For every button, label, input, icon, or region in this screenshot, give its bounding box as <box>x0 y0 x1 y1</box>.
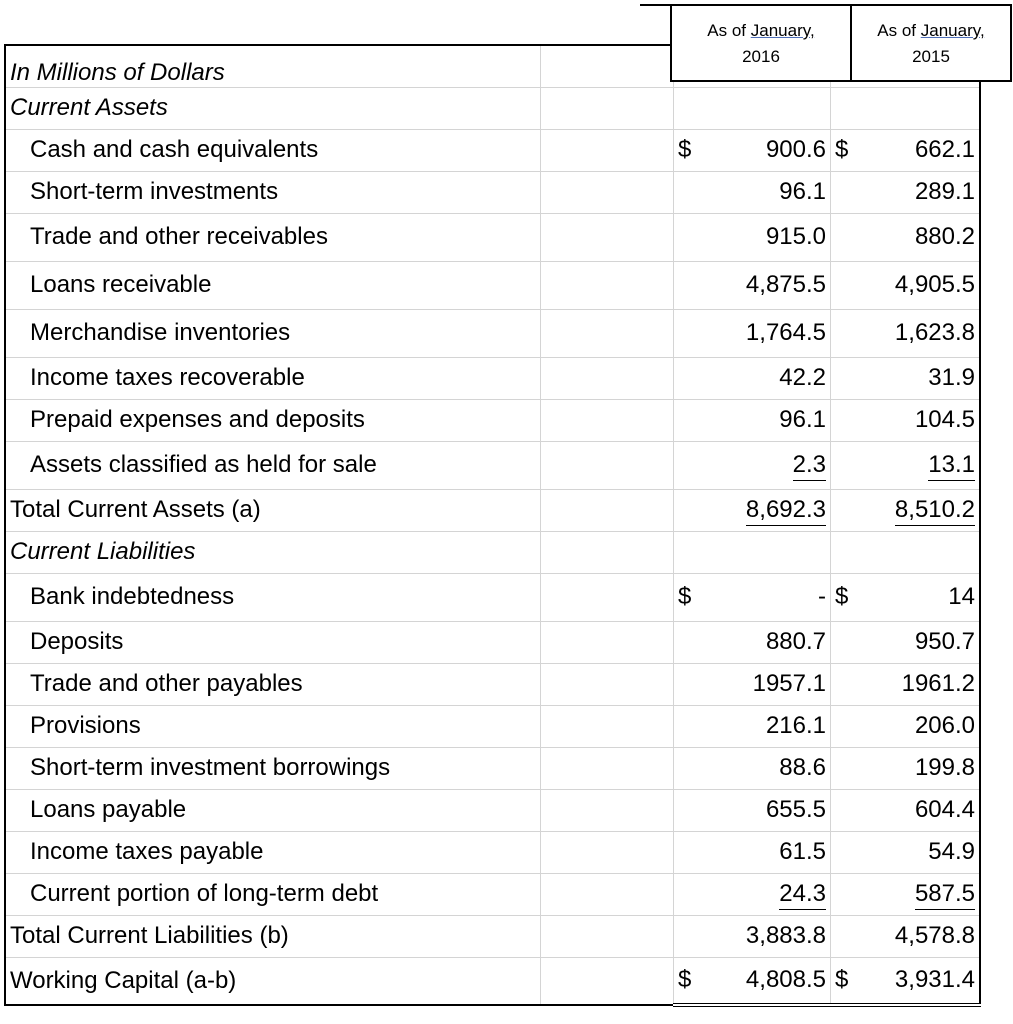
working-capital-table <box>4 44 981 1007</box>
table-row <box>5 873 980 915</box>
value-2016 <box>674 87 831 129</box>
currency-symbol: $ <box>835 966 849 994</box>
value-2015 <box>831 87 981 129</box>
value-2015 <box>831 309 981 357</box>
value-2015 <box>831 213 981 261</box>
table-row <box>5 87 980 129</box>
value-2015 <box>831 441 981 489</box>
value-2015 <box>831 915 981 957</box>
value-2016 <box>674 489 831 531</box>
table-row <box>5 747 980 789</box>
spacer-cell <box>541 129 674 171</box>
row-label: Total Current Liabilities (b) <box>5 915 541 957</box>
amount: 1,623.8 <box>894 319 975 346</box>
value-2016 <box>674 915 831 957</box>
table-row <box>5 621 980 663</box>
value-2016 <box>674 357 831 399</box>
row-label: Loans payable <box>5 789 541 831</box>
amount: 104.5 <box>914 406 975 433</box>
row-label: Working Capital (a-b) <box>5 957 541 1005</box>
spacer-cell <box>541 621 674 663</box>
spacer-cell <box>541 573 674 621</box>
value-2015 <box>831 747 981 789</box>
value-2016 <box>674 873 831 915</box>
value-2016 <box>674 957 831 1005</box>
table-row <box>5 129 980 171</box>
spacer-cell <box>541 831 674 873</box>
value-2016 <box>674 129 831 171</box>
amount: 1961.2 <box>901 670 975 697</box>
amount: 1957.1 <box>752 670 826 697</box>
row-label: Merchandise inventories <box>5 309 541 357</box>
currency-symbol: $ <box>678 966 692 994</box>
amount: 950.7 <box>914 628 975 655</box>
spacer-cell <box>541 261 674 309</box>
value-2016 <box>674 399 831 441</box>
spacer-cell <box>541 915 674 957</box>
amount: 3,883.8 <box>745 922 826 949</box>
row-label: Income taxes payable <box>5 831 541 873</box>
table-row <box>5 171 980 213</box>
amount: 8,510.2 <box>895 495 975 526</box>
spacer-cell <box>541 45 674 87</box>
column-header-2016: As of January, 2016 <box>670 4 852 82</box>
table-row <box>5 957 980 1005</box>
value-2015 <box>831 531 981 573</box>
value-2016 <box>674 747 831 789</box>
row-label: Current Assets <box>5 87 541 129</box>
amount: 14 <box>948 583 975 610</box>
clipped-top-rule <box>640 4 670 6</box>
amount: 4,808.5 <box>745 966 826 994</box>
table-row <box>5 663 980 705</box>
amount: 199.8 <box>914 754 975 781</box>
spacer-cell <box>541 705 674 747</box>
amount: 31.9 <box>928 364 975 391</box>
amount: 900.6 <box>765 136 826 163</box>
row-label: Provisions <box>5 705 541 747</box>
value-2015 <box>831 705 981 747</box>
table-row <box>5 705 980 747</box>
value-2016 <box>674 309 831 357</box>
row-label: Cash and cash equivalents <box>5 129 541 171</box>
spacer-cell <box>541 663 674 705</box>
row-label: Short-term investments <box>5 171 541 213</box>
currency-symbol: $ <box>678 583 692 610</box>
amount: 604.4 <box>914 796 975 823</box>
value-2015 <box>831 399 981 441</box>
value-2016 <box>674 531 831 573</box>
value-2016 <box>674 171 831 213</box>
amount: 24.3 <box>779 879 826 910</box>
amount: 13.1 <box>928 450 975 481</box>
table-row <box>5 441 980 489</box>
row-label: Prepaid expenses and deposits <box>5 399 541 441</box>
amount: 4,578.8 <box>894 922 975 949</box>
value-2016 <box>674 705 831 747</box>
spacer-cell <box>541 873 674 915</box>
currency-symbol: $ <box>835 583 849 610</box>
row-label: Current Liabilities <box>5 531 541 573</box>
header-link-2015[interactable]: January, <box>920 21 985 40</box>
amount: 61.5 <box>779 838 826 865</box>
spacer-cell <box>541 87 674 129</box>
spacer-cell <box>541 171 674 213</box>
value-2015 <box>831 357 981 399</box>
table-row <box>5 213 980 261</box>
table-row <box>5 489 980 531</box>
spacer-cell <box>541 213 674 261</box>
spacer-cell <box>541 789 674 831</box>
amount: 8,692.3 <box>746 495 826 526</box>
row-label: Short-term investment borrowings <box>5 747 541 789</box>
row-label: Income taxes recoverable <box>5 357 541 399</box>
value-2016 <box>674 789 831 831</box>
value-2015 <box>831 831 981 873</box>
value-2015 <box>831 573 981 621</box>
table-row <box>5 915 980 957</box>
table-row <box>5 309 980 357</box>
value-2016 <box>674 831 831 873</box>
amount: 880.7 <box>765 628 826 655</box>
spacer-cell <box>541 309 674 357</box>
amount: 880.2 <box>914 223 975 250</box>
value-2016 <box>674 663 831 705</box>
row-label: Assets classified as held for sale <box>5 441 541 489</box>
table-row <box>5 789 980 831</box>
unit-label: In Millions of Dollars <box>5 45 541 87</box>
row-label: Trade and other receivables <box>5 213 541 261</box>
amount: 2.3 <box>793 450 826 481</box>
value-2016 <box>674 261 831 309</box>
amount: 4,875.5 <box>745 271 826 298</box>
spacer-cell <box>541 441 674 489</box>
amount: 662.1 <box>914 136 975 163</box>
value-2015 <box>831 621 981 663</box>
spacer-cell <box>541 489 674 531</box>
table-row <box>5 261 980 309</box>
spacer-cell <box>541 399 674 441</box>
amount: 54.9 <box>928 838 975 865</box>
spacer-cell <box>541 957 674 1005</box>
value-2016 <box>674 441 831 489</box>
spacer-cell <box>541 357 674 399</box>
currency-symbol: $ <box>678 136 692 163</box>
value-2015 <box>831 489 981 531</box>
value-2015 <box>831 663 981 705</box>
value-2016 <box>674 573 831 621</box>
amount: 96.1 <box>779 406 826 433</box>
value-2015 <box>831 129 981 171</box>
amount: 216.1 <box>765 712 826 739</box>
currency-symbol: $ <box>835 136 849 163</box>
row-label: Current portion of long-term debt <box>5 873 541 915</box>
table-row <box>5 357 980 399</box>
column-header-2015: As of January, 2015 <box>850 4 1012 82</box>
amount: 88.6 <box>779 754 826 781</box>
amount: 206.0 <box>914 712 975 739</box>
header-link-2016[interactable]: January, <box>750 21 815 40</box>
amount: 1,764.5 <box>745 319 826 346</box>
amount: 915.0 <box>765 223 826 250</box>
row-label: Loans receivable <box>5 261 541 309</box>
amount: 655.5 <box>765 796 826 823</box>
amount: 3,931.4 <box>894 966 975 994</box>
value-2015 <box>831 873 981 915</box>
row-label: Total Current Assets (a) <box>5 489 541 531</box>
amount: 4,905.5 <box>894 271 975 298</box>
amount: 42.2 <box>779 364 826 391</box>
value-2015 <box>831 957 981 1005</box>
table-row <box>5 831 980 873</box>
row-label: Bank indebtedness <box>5 573 541 621</box>
amount: 587.5 <box>915 879 975 910</box>
amount: - <box>818 583 826 610</box>
value-2016 <box>674 213 831 261</box>
row-label: Deposits <box>5 621 541 663</box>
table-row <box>5 399 980 441</box>
value-2016 <box>674 621 831 663</box>
value-2015 <box>831 789 981 831</box>
spacer-cell <box>541 747 674 789</box>
table-row <box>5 573 980 621</box>
amount: 289.1 <box>914 178 975 205</box>
row-label: Trade and other payables <box>5 663 541 705</box>
table-row <box>5 531 980 573</box>
amount: 96.1 <box>779 178 826 205</box>
value-2015 <box>831 171 981 213</box>
spacer-cell <box>541 531 674 573</box>
value-2015 <box>831 261 981 309</box>
